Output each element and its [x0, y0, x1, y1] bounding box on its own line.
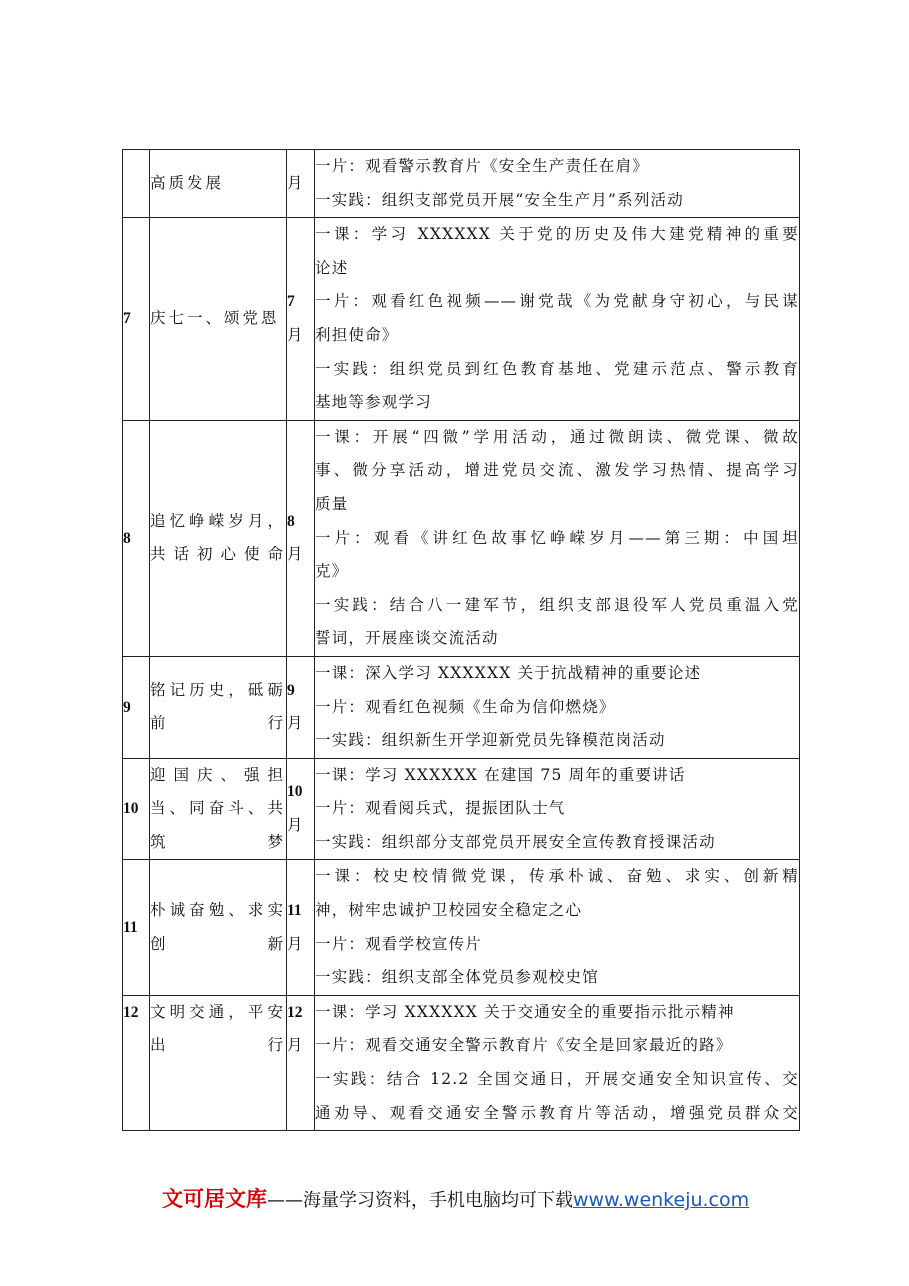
row-month — [287, 218, 315, 421]
footer-link[interactable]: www.wenkeju.com — [573, 1189, 750, 1211]
content-line: 一片：观看红色视频《生命为信仰燃烧》 — [315, 697, 616, 716]
content-line: 神，树牢忠诚护卫校园安全稳定之心 — [315, 901, 583, 920]
row-theme: 迎国庆、强担当、同奋斗、共筑梦 — [150, 758, 287, 860]
row-theme: 庆七一、颂党恩 — [150, 218, 287, 421]
row-month — [287, 150, 315, 218]
content-line: 质量 — [315, 494, 349, 513]
month-char: 月 — [287, 816, 303, 835]
row-number: 8 — [123, 420, 150, 656]
row-content — [315, 758, 800, 860]
row-month — [287, 995, 315, 1130]
month-char: 月 — [287, 173, 303, 192]
month-char: 月 — [287, 934, 303, 953]
month-char: 月 — [287, 1036, 303, 1055]
row-content — [315, 420, 800, 656]
content-line: 一课：开展“四微”学用活动，通过微朗读、微党课、微故 — [315, 427, 799, 446]
row-theme: 追忆峥嵘岁月，共话初心使命 — [150, 420, 287, 656]
content-line: 一片：观看《讲红色故事忆峥嵘岁月——第三期：中国坦 — [315, 528, 799, 547]
activity-plan-body — [123, 150, 800, 1131]
content-line: 一片：观看红色视频——谢党哉《为党献身守初心，与民谋 — [315, 292, 799, 311]
plan-row — [123, 420, 800, 656]
row-content — [315, 860, 800, 995]
row-content — [315, 218, 800, 421]
content-line: 一实践：组织支部党员开展“安全生产月”系列活动 — [315, 190, 684, 209]
plan-row — [123, 150, 800, 218]
row-month — [287, 656, 315, 758]
row-number: 11 — [123, 860, 150, 995]
content-line: 基地等参观学习 — [315, 393, 432, 412]
row-theme: 铭记历史，砥砺前行 — [150, 656, 287, 758]
month-number: 12 — [287, 1003, 303, 1021]
month-char: 月 — [287, 714, 303, 733]
content-line: 誓词，开展座谈交流活动 — [315, 629, 499, 648]
content-line: 一实践：组织党员到红色教育基地、党建示范点、警示教育 — [315, 359, 799, 378]
content-line: 一课：深入学习 XXXXXX 关于抗战精神的重要论述 — [315, 663, 702, 682]
row-theme: 文明交通，平安出行 — [150, 995, 287, 1130]
footer-brand: 文可居文库 — [162, 1187, 267, 1211]
row-theme: 朴诚奋勉、求实创新 — [150, 860, 287, 995]
content-line: 一实践：组织支部全体党员参观校史馆 — [315, 968, 599, 987]
row-number: 7 — [123, 218, 150, 421]
row-month — [287, 758, 315, 860]
row-content — [315, 995, 800, 1130]
month-number: 9 — [287, 681, 295, 699]
row-content — [315, 656, 800, 758]
content-line: 一课：学习 XXXXXX 关于党的历史及伟大建党精神的重要 — [315, 225, 799, 244]
month-number: 11 — [287, 902, 302, 920]
content-line: 一实践：组织新生开学迎新党员先锋模范岗活动 — [315, 731, 666, 750]
footer-banner — [162, 1183, 749, 1213]
content-line: 一课：学习 XXXXXX 关于交通安全的重要指示批示精神 — [315, 1002, 735, 1021]
plan-row — [123, 758, 800, 860]
content-line: 一课：校史校情微党课，传承朴诚、奋勉、求实、创新精 — [315, 867, 799, 886]
month-number: 7 — [287, 293, 295, 311]
activity-plan-table — [122, 149, 800, 1131]
content-line: 一实践：结合 12.2 全国交通日，开展交通安全知识宣传、交 — [315, 1070, 799, 1089]
month-char: 月 — [287, 545, 303, 564]
row-number — [123, 150, 150, 218]
plan-row — [123, 860, 800, 995]
content-line: 一片：观看交通安全警示教育片《安全是回家最近的路》 — [315, 1036, 733, 1055]
content-line: 克》 — [315, 562, 349, 581]
content-line: 一课：学习 XXXXXX 在建国 75 周年的重要讲话 — [315, 765, 686, 784]
row-content — [315, 150, 800, 218]
row-theme: 高质发展 — [150, 150, 287, 218]
month-char: 月 — [287, 325, 303, 344]
content-line: 一片：观看学校宣传片 — [315, 934, 483, 953]
plan-row — [123, 656, 800, 758]
content-line: 一片：观看阅兵式，提振团队士气 — [315, 799, 566, 818]
month-number: 10 — [287, 783, 303, 801]
row-month — [287, 860, 315, 995]
content-line: 一实践：结合八一建军节，组织支部退役军人党员重温入党 — [315, 595, 799, 614]
content-line: 论述 — [315, 258, 349, 277]
footer-tagline: ——海量学习资料，手机电脑均可下载 — [267, 1190, 573, 1211]
row-month — [287, 420, 315, 656]
month-number: 8 — [287, 512, 295, 530]
plan-row — [123, 995, 800, 1130]
content-line: 事、微分享活动，增进党员交流、激发学习热情、提高学习 — [315, 461, 799, 480]
row-number: 12 — [123, 995, 150, 1130]
content-line: 一实践：组织部分支部党员开展安全宣传教育授课活动 — [315, 832, 716, 851]
plan-row — [123, 218, 800, 421]
content-line: 通劝导、观看交通安全警示教育片等活动，增强党员群众交 — [315, 1103, 799, 1122]
row-number: 9 — [123, 656, 150, 758]
content-line: 一片：观看警示教育片《安全生产责任在肩》 — [315, 157, 650, 175]
row-number: 10 — [123, 758, 150, 860]
content-line: 利担使命》 — [315, 325, 399, 344]
